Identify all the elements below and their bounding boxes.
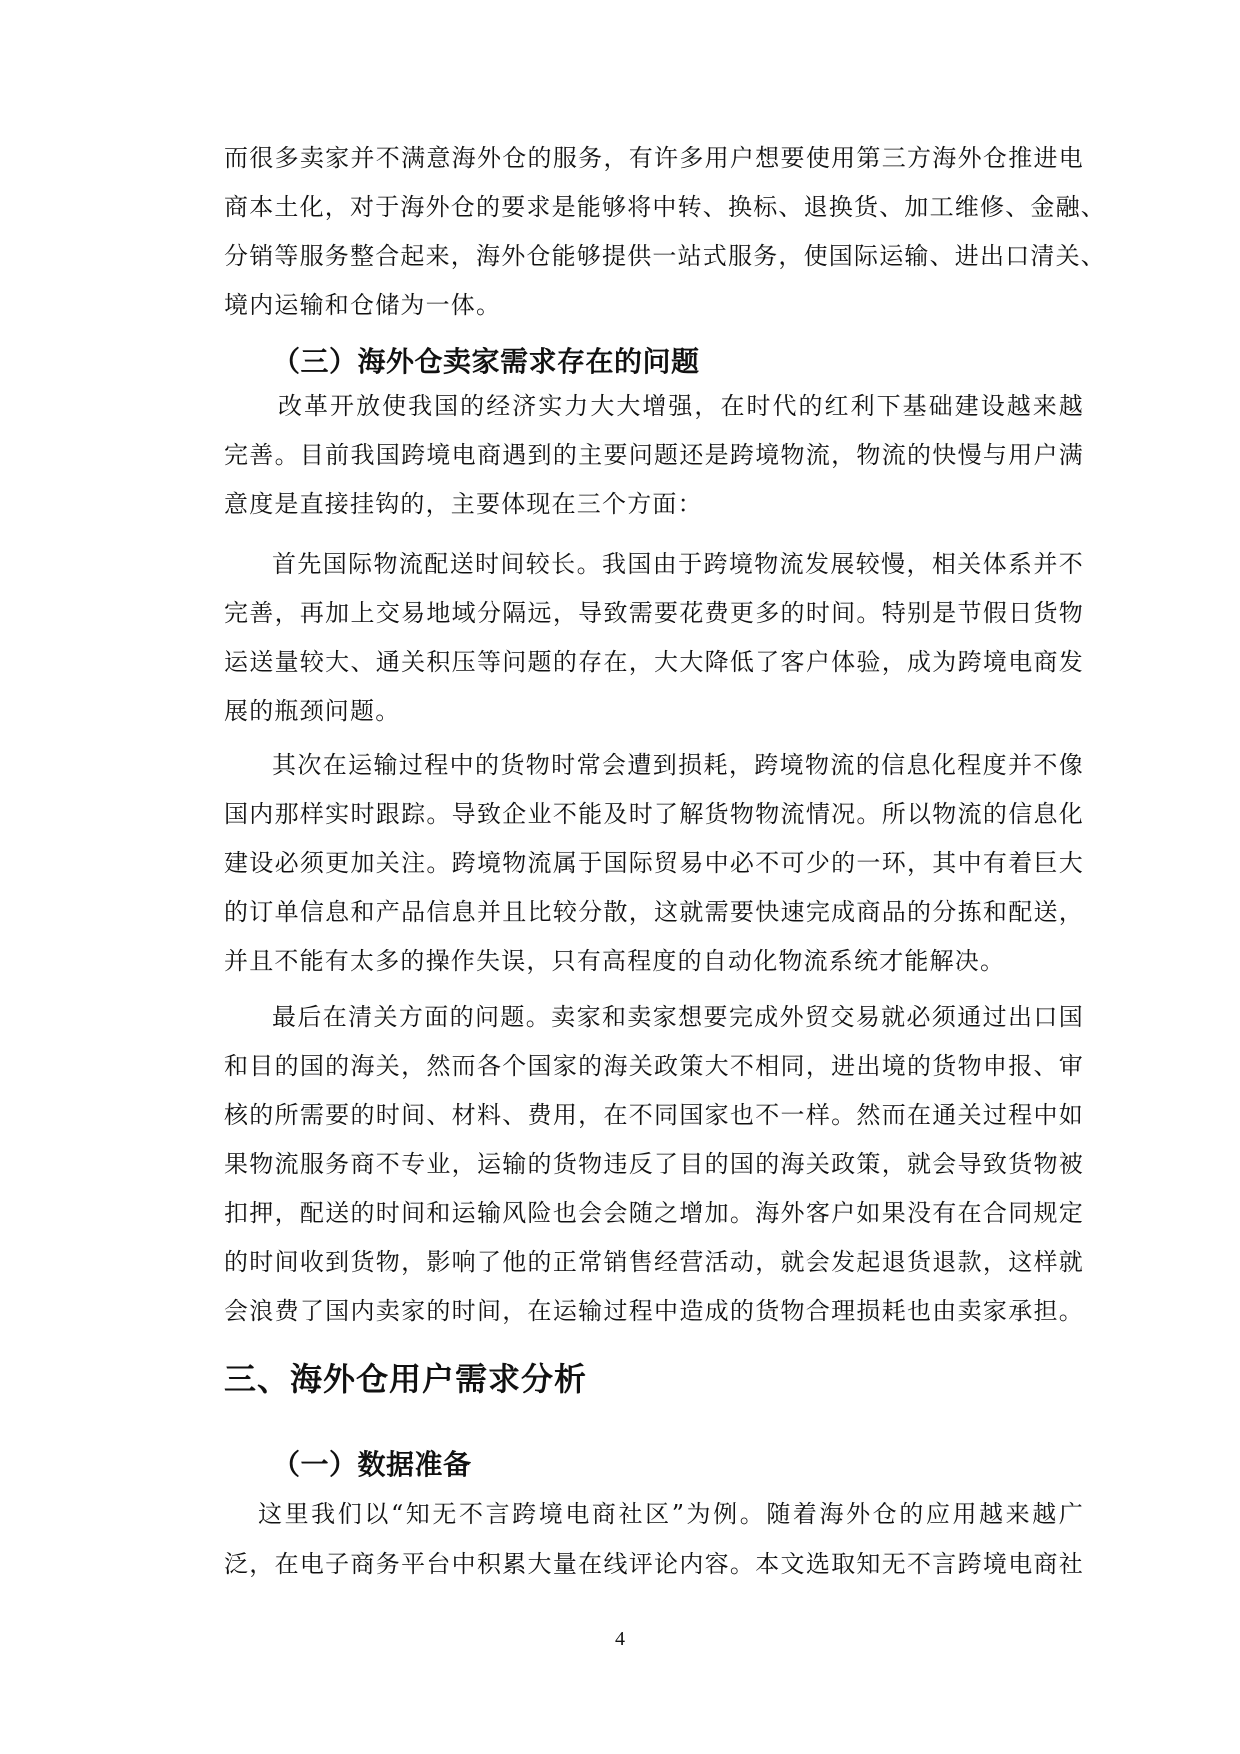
text-line: 的订单信息和产品信息并且比较分散，这就需要快速完成商品的分拣和配送， [224,898,1084,926]
text-line: 会浪费了国内卖家的时间，在运输过程中造成的货物合理损耗也由卖家承担。 [224,1297,1084,1325]
subsection-heading: （一）数据准备 [272,1448,472,1481]
text-line: 意度是直接挂钩的，主要体现在三个方面： [224,490,703,518]
text-line: 商本土化，对于海外仓的要求是能够将中转、换标、退换货、加工维修、金融、 [224,193,1106,221]
text-line: 分销等服务整合起来，海外仓能够提供一站式服务，使国际运输、进出口清关、 [224,242,1106,270]
text-line: 泛，在电子商务平台中积累大量在线评论内容。本文选取知无不言跨境电商社 [224,1550,1084,1578]
text-line: 扣押，配送的时间和运输风险也会会随之增加。海外客户如果没有在合同规定 [224,1199,1084,1227]
text-line: 的时间收到货物，影响了他的正常销售经营活动，就会发起退货退款，这样就 [224,1248,1084,1276]
text-line: 建设必须更加关注。跨境物流属于国际贸易中必不可少的一环，其中有着巨大 [224,849,1084,877]
text-line: 运送量较大、通关积压等问题的存在，大大降低了客户体验，成为跨境电商发 [224,648,1084,676]
page-number: 4 [615,1628,625,1650]
text-line: 完善，再加上交易地域分隔远，导致需要花费更多的时间。特别是节假日货物 [224,599,1084,627]
text-line: 核的所需要的时间、材料、费用，在不同国家也不一样。然而在通关过程中如 [224,1101,1084,1129]
text-line: 并且不能有太多的操作失误，只有高程度的自动化物流系统才能解决。 [224,947,1006,975]
text-line: 而很多卖家并不满意海外仓的服务，有许多用户想要使用第三方海外仓推进电 [224,144,1084,172]
text-line: 最后在清关方面的问题。卖家和卖家想要完成外贸交易就必须通过出口国 [272,1003,1084,1031]
text-line: 国内那样实时跟踪。导致企业不能及时了解货物物流情况。所以物流的信息化 [224,800,1084,828]
text-line: 完善。目前我国跨境电商遇到的主要问题还是跨境物流，物流的快慢与用户满 [224,441,1084,469]
section-heading: （三）海外仓卖家需求存在的问题 [272,345,700,378]
text-line: 和目的国的海关，然而各个国家的海关政策大不相同，进出境的货物申报、审 [224,1052,1084,1080]
text-line: 果物流服务商不专业，运输的货物违反了目的国的海关政策，就会导致货物被 [224,1150,1084,1178]
text-line: 展的瓶颈问题。 [224,697,401,725]
text-line: 首先国际物流配送时间较长。我国由于跨境物流发展较慢，相关体系并不 [272,550,1084,578]
text-line: 其次在运输过程中的货物时常会遭到损耗，跨境物流的信息化程度并不像 [272,751,1084,779]
chapter-heading: 三、海外仓用户需求分析 [224,1360,588,1398]
text-line: 改革开放使我国的经济实力大大增强，在时代的红利下基础建设越来越 [278,392,1084,420]
text-line: 这里我们以“知无不言跨境电商社区”为例。随着海外仓的应用越来越广 [258,1500,1084,1528]
text-line: 境内运输和仓储为一体。 [224,291,502,319]
